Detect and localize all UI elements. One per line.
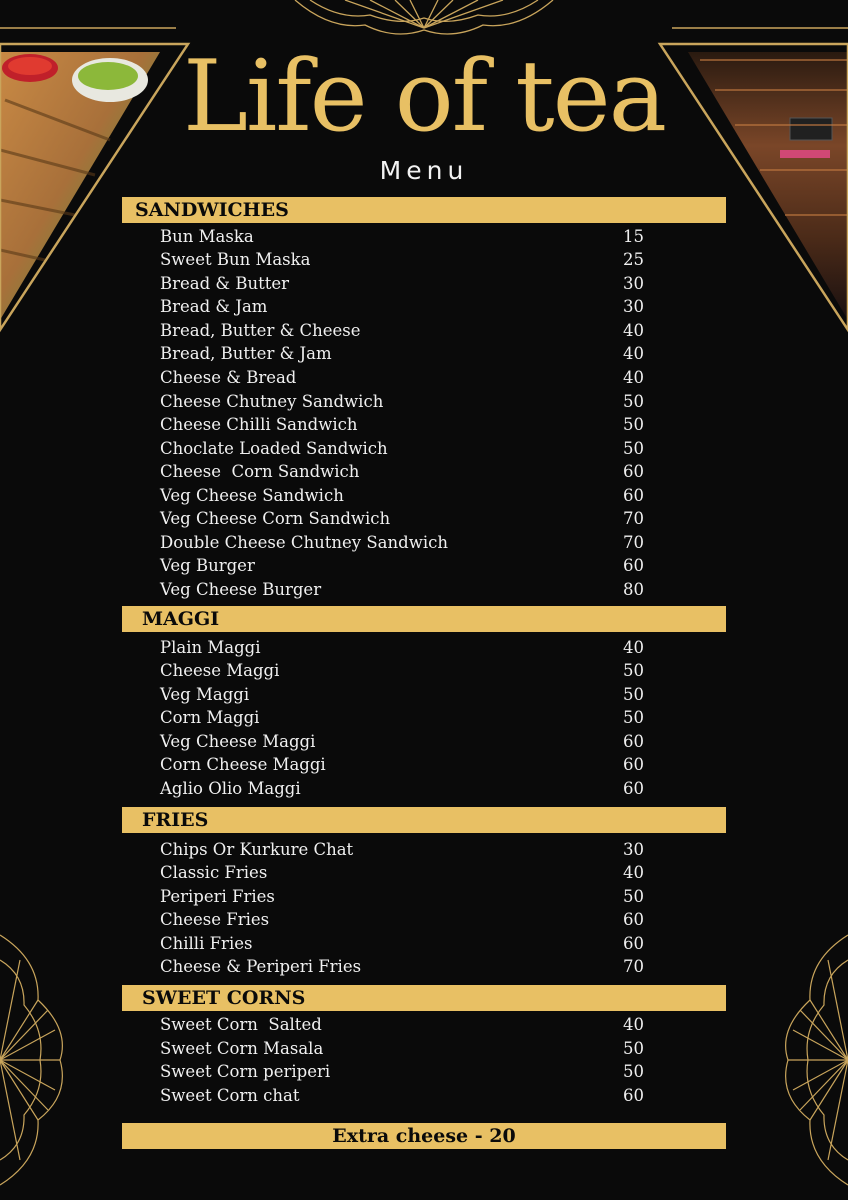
section-header-sweet-corns: SWEET CORNS: [122, 985, 726, 1011]
item-name: Cheese Corn Sandwich: [160, 462, 360, 481]
menu-item: [160, 730, 646, 753]
item-name: Plain Maggi: [160, 638, 261, 657]
menu-item: [160, 390, 646, 413]
item-price: 30: [623, 840, 644, 859]
item-name: Cheese Chilli Sandwich: [160, 415, 358, 434]
item-price: 50: [623, 887, 644, 906]
item-price: 60: [623, 486, 644, 505]
menu-item: [160, 636, 646, 659]
menu-item: [160, 955, 646, 978]
item-name: Bread, Butter & Cheese: [160, 321, 361, 340]
right-fan-ornament: [786, 935, 848, 1185]
menu-item: [160, 908, 646, 931]
menu-item: [160, 706, 646, 729]
item-price: 70: [623, 533, 644, 552]
item-price: 30: [623, 274, 644, 293]
menu-item: [160, 342, 646, 365]
menu-item: [160, 484, 646, 507]
item-name: Cheese Chutney Sandwich: [160, 392, 384, 411]
menu-item: [160, 885, 646, 908]
item-name: Veg Cheese Sandwich: [160, 486, 344, 505]
menu-item: [160, 683, 646, 706]
left-fan-ornament: [0, 935, 62, 1185]
item-name: Sweet Corn Masala: [160, 1039, 324, 1058]
item-name: Cheese Maggi: [160, 661, 280, 680]
item-name: Sweet Corn periperi: [160, 1062, 331, 1081]
item-price: 50: [623, 439, 644, 458]
menu-item: [160, 272, 646, 295]
item-price: 50: [623, 1039, 644, 1058]
item-price: 50: [623, 661, 644, 680]
item-name: Bread & Butter: [160, 274, 290, 293]
item-price: 40: [623, 863, 644, 882]
item-price: 30: [623, 297, 644, 316]
item-name: Veg Burger: [160, 556, 255, 575]
item-price: 50: [623, 708, 644, 727]
menu-item: [160, 578, 646, 601]
menu-item: [160, 295, 646, 318]
item-name: Sweet Corn Salted: [160, 1015, 322, 1034]
item-price: 60: [623, 556, 644, 575]
top-fan-ornament: [295, 0, 553, 34]
item-price: 50: [623, 392, 644, 411]
item-price: 40: [623, 638, 644, 657]
item-price: 40: [623, 368, 644, 387]
menu-item: [160, 225, 646, 248]
item-name: Bun Maska: [160, 227, 254, 246]
menu-item: [160, 1060, 646, 1083]
item-price: 80: [623, 580, 644, 599]
restaurant-title: Life of tea: [182, 40, 666, 154]
item-name: Classic Fries: [160, 863, 268, 882]
item-price: 40: [623, 321, 644, 340]
menu-item: [160, 753, 646, 776]
item-name: Aglio Olio Maggi: [160, 779, 301, 798]
item-name: Sweet Bun Maska: [160, 250, 311, 269]
menu-item: [160, 932, 646, 955]
item-name: Chilli Fries: [160, 934, 253, 953]
menu-item: [160, 413, 646, 436]
item-price: 15: [623, 227, 644, 246]
item-name: Veg Cheese Burger: [160, 580, 322, 599]
menu-item: [160, 838, 646, 861]
menu-item: [160, 1037, 646, 1060]
menu-item: [160, 554, 646, 577]
menu-item: [160, 777, 646, 800]
menu-subtitle: Menu: [379, 156, 469, 185]
item-price: 70: [623, 957, 644, 976]
menu-item: [160, 507, 646, 530]
item-name: Cheese Fries: [160, 910, 270, 929]
section-header-sandwiches: SANDWICHES: [122, 197, 726, 223]
item-name: Double Cheese Chutney Sandwich: [160, 533, 448, 552]
menu-item: [160, 460, 646, 483]
item-name: Veg Cheese Corn Sandwich: [160, 509, 391, 528]
item-price: 60: [623, 732, 644, 751]
item-price: 50: [623, 1062, 644, 1081]
extra-cheese-note: Extra cheese - 20: [122, 1123, 726, 1149]
item-name: Bread & Jam: [160, 297, 268, 316]
item-price: 60: [623, 934, 644, 953]
menu-item: [160, 248, 646, 271]
item-price: 25: [623, 250, 644, 269]
item-price: 50: [623, 685, 644, 704]
menu-item: [160, 1084, 646, 1107]
item-price: 60: [623, 910, 644, 929]
item-name: Periperi Fries: [160, 887, 275, 906]
item-name: Veg Maggi: [160, 685, 250, 704]
menu-item: [160, 659, 646, 682]
menu-item: [160, 1013, 646, 1036]
item-name: Choclate Loaded Sandwich: [160, 439, 388, 458]
item-name: Sweet Corn chat: [160, 1086, 300, 1105]
item-name: Cheese & Bread: [160, 368, 297, 387]
item-name: Bread, Butter & Jam: [160, 344, 332, 363]
item-price: 50: [623, 415, 644, 434]
menu-item: [160, 366, 646, 389]
item-price: 60: [623, 755, 644, 774]
item-name: Corn Maggi: [160, 708, 260, 727]
menu-item: [160, 437, 646, 460]
item-price: 70: [623, 509, 644, 528]
item-price: 60: [623, 462, 644, 481]
item-name: Veg Cheese Maggi: [160, 732, 316, 751]
item-name: Chips Or Kurkure Chat: [160, 840, 354, 859]
item-price: 60: [623, 779, 644, 798]
item-price: 40: [623, 344, 644, 363]
item-name: Cheese & Periperi Fries: [160, 957, 362, 976]
item-price: 40: [623, 1015, 644, 1034]
item-price: 60: [623, 1086, 644, 1105]
section-header-fries: FRIES: [122, 807, 726, 833]
section-header-maggi: MAGGI: [122, 606, 726, 632]
menu-item: [160, 531, 646, 554]
menu-item: [160, 861, 646, 884]
item-name: Corn Cheese Maggi: [160, 755, 326, 774]
menu-item: [160, 319, 646, 342]
